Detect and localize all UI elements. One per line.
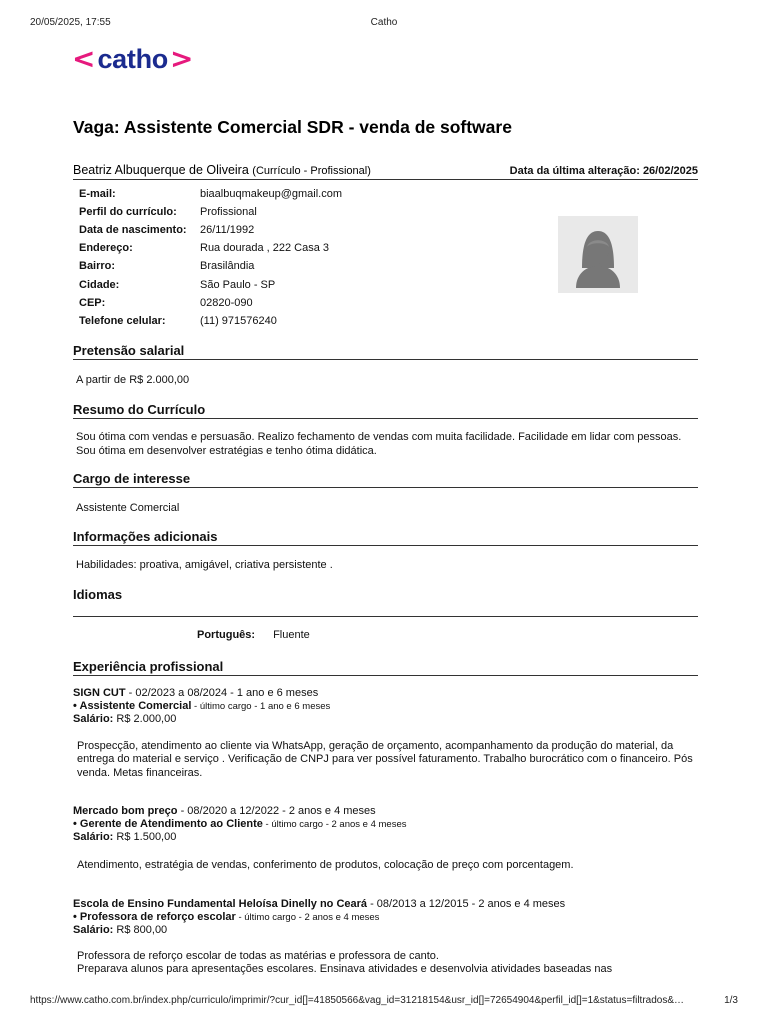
email-value[interactable]: biaalbuqmakeup@gmail.com xyxy=(200,188,343,201)
job-entry xyxy=(73,805,698,844)
additional-info: Habilidades: proativa, amigável, criativa persistente . xyxy=(76,559,333,571)
job-role: • Gerente de Atendimento ao Cliente xyxy=(73,817,263,830)
job-company: Mercado bom preço xyxy=(73,805,178,817)
page-url[interactable]: https://www.catho.com.br/index.php/curriculo/imprimir/?cur_id[]=41850566&vag_id=31218154&usr_id[]=72654904&perfil_id[]=1&status=filtrados&… xyxy=(30,995,684,1006)
section-divider xyxy=(73,616,698,617)
section-title-additional: Informações adicionais xyxy=(73,529,698,546)
job-description: Atendimento, estratégia de vendas, conferimento de produtos, colocação de preço com porcentagem. xyxy=(77,859,574,871)
job-period: - 02/2023 a 08/2024 - 1 ano e 6 meses xyxy=(125,687,319,699)
info-value: São Paulo - SP xyxy=(200,278,276,291)
personal-info xyxy=(79,185,379,330)
job-description-line: Preparava alunos para apresentações escolares. Ensinava atividades e desenvolvia atividades baseadas nas xyxy=(77,963,613,976)
info-value: Profissional xyxy=(200,206,257,219)
section-title-languages: Idiomas xyxy=(73,587,123,602)
role-of-interest: Assistente Comercial xyxy=(76,502,180,514)
info-label: E-mail: xyxy=(79,188,116,201)
salary-expectation: A partir de R$ 2.000,00 xyxy=(76,374,190,386)
logo-left-chevron: < xyxy=(72,42,96,75)
candidate-header xyxy=(73,163,698,180)
job-role-note: - último cargo - 2 anos e 4 meses xyxy=(262,818,407,830)
catho-logo[interactable] xyxy=(72,44,193,74)
female-avatar-icon xyxy=(558,216,638,293)
summary-text: Sou ótima com vendas e persuasão. Realizo fechamento de vendas com muita facilidade. Facilidade em lidar com pessoas. Sou ótima em desenvolver estratégias e tenho ótima didática. xyxy=(76,431,682,457)
job-salary-label: Salário: xyxy=(73,924,114,937)
cv-type: (Currículo - Profissional) xyxy=(252,165,371,177)
job-description: Prospecção, atendimento ao cliente via WhatsApp, geração de orçamento, acompanhamento da produção do material, da entrega do material e serviço . Verificação de CNPJ para ver possível faturamento. Trabalho burocrático com o financeiro. Pós venda. Metas financeiras. xyxy=(77,740,693,779)
job-role: • Assistente Comercial xyxy=(73,699,192,712)
job-description xyxy=(77,950,697,977)
job-company: Escola de Ensino Fundamental Heloísa Dinelly no Ceará xyxy=(73,898,368,910)
info-row-zip xyxy=(79,294,379,312)
logo-right-chevron: > xyxy=(169,42,194,75)
info-label: Endereço: xyxy=(79,242,133,255)
info-label: CEP: xyxy=(79,296,106,309)
job-salary: R$ 800,00 xyxy=(113,924,168,937)
job-company: SIGN CUT xyxy=(73,687,126,699)
job-role: • Professora de reforço escolar xyxy=(73,910,236,923)
print-header xyxy=(30,17,738,31)
info-row-neighborhood xyxy=(79,257,379,275)
section-title-salary: Pretensão salarial xyxy=(73,343,698,360)
job-salary-label: Salário: xyxy=(73,831,114,844)
job-entry xyxy=(73,687,698,726)
section-title-summary: Resumo do Currículo xyxy=(73,402,698,419)
info-value: Rua dourada , 222 Casa 3 xyxy=(200,242,330,255)
job-description-line: Professora de reforço escolar de todas as matérias e professora de canto. xyxy=(77,950,439,962)
job-salary: R$ 1.500,00 xyxy=(113,831,177,844)
candidate-name: Beatriz Albuquerque de Oliveira xyxy=(73,163,249,177)
info-label: Telefone celular: xyxy=(79,314,166,327)
job-entry xyxy=(73,898,698,937)
language-item xyxy=(197,629,310,641)
info-row-birthdate xyxy=(79,221,379,239)
logo-wordmark: catho xyxy=(97,43,168,74)
info-row-profile xyxy=(79,203,379,221)
job-role-note: - último cargo - 1 ano e 6 meses xyxy=(191,700,331,712)
job-period: - 08/2020 a 12/2022 - 2 anos e 4 meses xyxy=(177,805,376,817)
info-row-address xyxy=(79,239,379,257)
info-value: 02820-090 xyxy=(200,296,253,309)
info-label: Data de nascimento: xyxy=(79,224,187,237)
info-label: Bairro: xyxy=(79,260,116,273)
section-title-role: Cargo de interesse xyxy=(73,471,698,488)
job-salary-label: Salário: xyxy=(73,713,114,726)
section-title-experience: Experiência profissional xyxy=(73,659,698,676)
info-row-email xyxy=(79,185,379,203)
print-footer xyxy=(30,995,738,1009)
page-number: 1/3 xyxy=(724,995,738,1006)
page-title: Vaga: Assistente Comercial SDR - venda de software xyxy=(73,117,512,137)
info-row-city xyxy=(79,275,379,293)
print-page-title: Catho xyxy=(370,17,398,28)
job-role-note: - último cargo - 2 anos e 4 meses xyxy=(235,911,380,923)
job-period: - 08/2013 a 12/2015 - 2 anos e 4 meses xyxy=(367,898,566,910)
info-value: 26/11/1992 xyxy=(200,224,255,237)
language-level: Fluente xyxy=(273,629,310,641)
phone-value: (11) 971576240 xyxy=(200,314,277,327)
info-value: Brasilândia xyxy=(200,260,255,273)
print-datetime: 20/05/2025, 17:55 xyxy=(30,17,111,28)
info-label: Cidade: xyxy=(79,278,120,291)
job-salary: R$ 2.000,00 xyxy=(113,713,177,726)
candidate-name-line xyxy=(73,163,371,177)
language-name: Português: xyxy=(197,629,256,641)
info-row-phone xyxy=(79,312,379,330)
info-label: Perfil do currículo: xyxy=(79,206,177,219)
last-change-date: Data da última alteração: 26/02/2025 xyxy=(509,165,698,177)
